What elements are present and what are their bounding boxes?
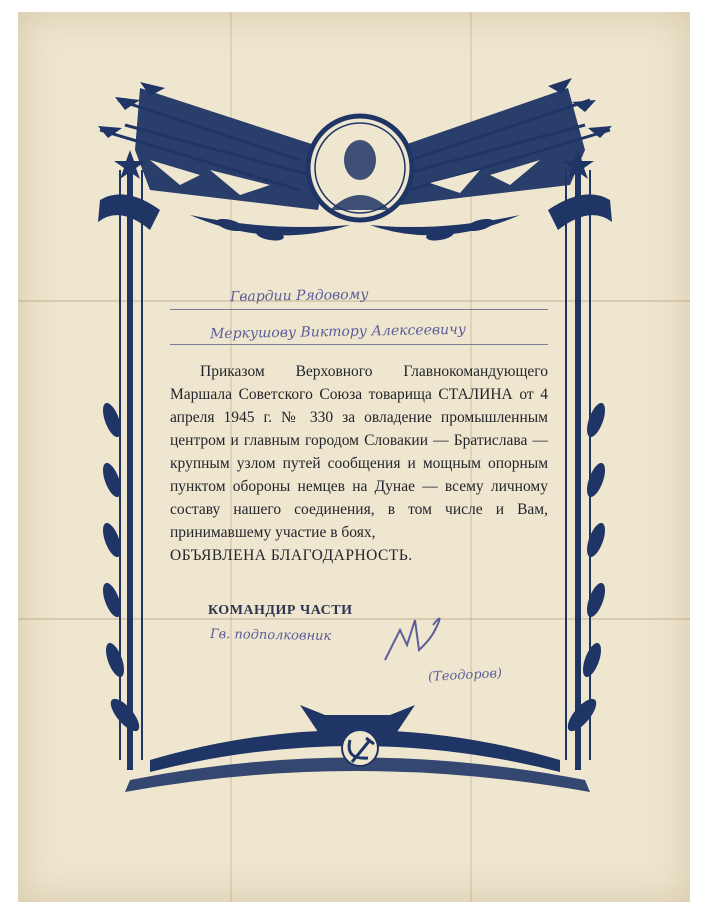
recipient-rank-underline	[170, 309, 548, 310]
hammer-and-sickle-icon	[342, 730, 378, 766]
recipient-name-underline	[170, 344, 548, 345]
order-paragraph: Приказом Верховного Главнокомандующего Маршала Советского Союза товарища СТАЛИНА от 4 апреля 1945 г. № 330 за овладение промышленным центром и главным городом Словакии — Братислава — крупным узлом путей сообщения и мощным опорным пунктом обороны немцев на Дунае — всему личному составу нашего соединения, в том числе и Вам, принимавшему участие в боях,	[170, 363, 548, 541]
declaration-text: ОБЪЯВЛЕНА БЛАГОДАРНОСТЬ.	[170, 547, 413, 564]
commander-rank: Гв. подполковник	[209, 626, 332, 645]
portrait-medallion-icon	[308, 116, 412, 220]
signature-name: (Теодоров)	[427, 666, 503, 685]
flag-left	[100, 88, 330, 210]
commander-label: КОМАНДИР ЧАСТИ	[208, 603, 353, 618]
recipient-rank: Гвардии Рядовому	[229, 286, 369, 306]
signature	[375, 600, 455, 670]
recipient-name: Меркушову Виктору Алексеевичу	[209, 321, 467, 343]
order-text	[170, 360, 548, 567]
